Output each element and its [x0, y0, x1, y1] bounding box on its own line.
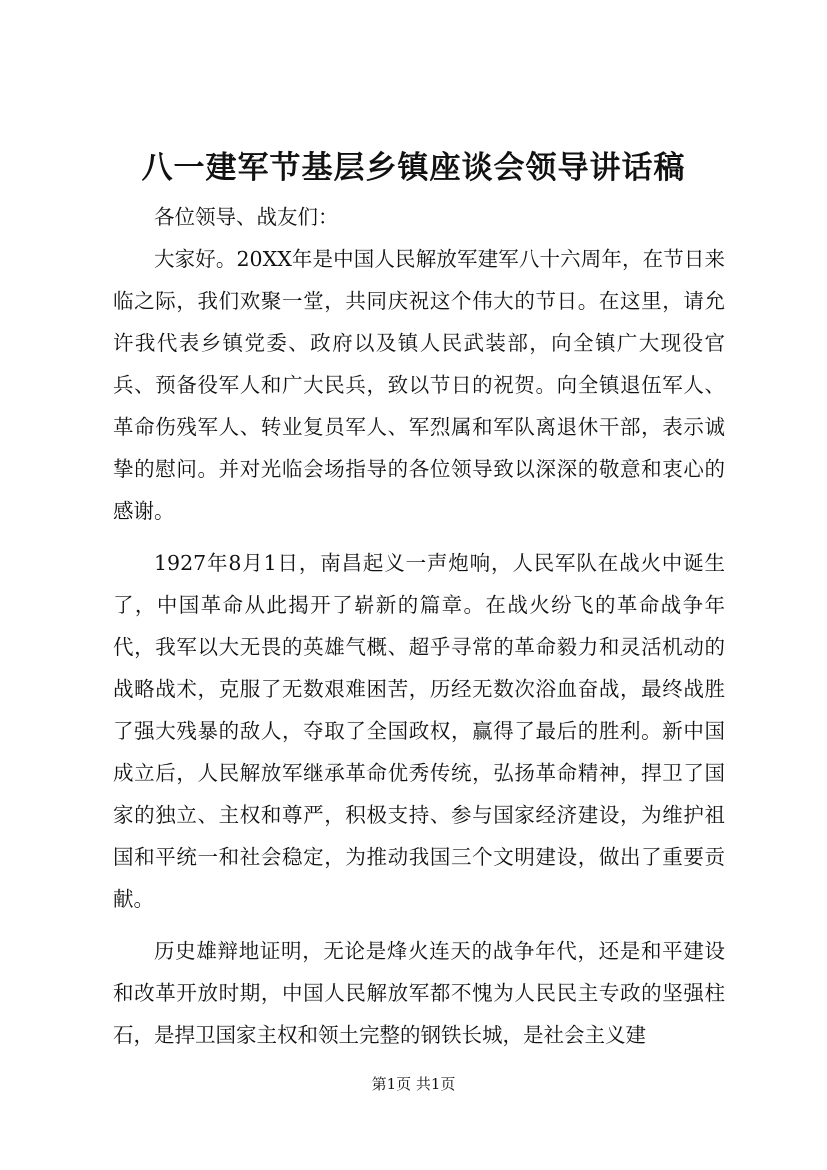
paragraph-2: 1927年8月1日，南昌起义一声炮响，人民军队在战火中诞生了，中国革命从此揭开了崭新的篇章。在战火纷飞的革命战争年代，我军以大无畏的英雄气概、超乎寻常的革命毅力和灵活机动的战略战术，克服了无数艰难困苦，历经无数次浴血奋战，最终战胜了强大残暴的敌人，夺取了全国政权，赢得了最后的胜利。新中国成立后，人民解放军继承革命优秀传统，弘扬革命精神，捍卫了国家的独立、主权和尊严，积极支持、参与国家经济建设，为维护祖国和平统一和社会稳定，为推动我国三个文明建设，做出了重要贡献。	[113, 551, 725, 911]
salutation: 各位领导、战友们：	[154, 205, 339, 229]
paragraph-1: 大家好。20XX年是中国人民解放军建军八十六周年，在节日来临之际，我们欢聚一堂，共同庆祝这个伟大的节日。在这里，请允许我代表乡镇党委、政府以及镇人民武装部，向全镇广大现役官兵、预备役军人和广大民兵，致以节日的祝贺。向全镇退伍军人、革命伤残军人、转业复员军人、军烈属和军队离退休干部，表示诚挚的慰问。并对光临会场指导的各位领导致以深深的敬意和衷心的感谢。	[113, 247, 725, 523]
page-footer: 第1页 共1页	[371, 1075, 456, 1093]
paragraph-3: 历史雄辩地证明，无论是烽火连天的战争年代，还是和平建设和改革开放时期，中国人民解放军都不愧为人民民主专政的坚强柱石，是捍卫国家主权和领土完整的钢铁长城，是社会主义建	[113, 939, 725, 1047]
document-title: 八一建军节基层乡镇座谈会领导讲话稿	[141, 150, 686, 186]
document-body	[113, 196, 725, 1056]
